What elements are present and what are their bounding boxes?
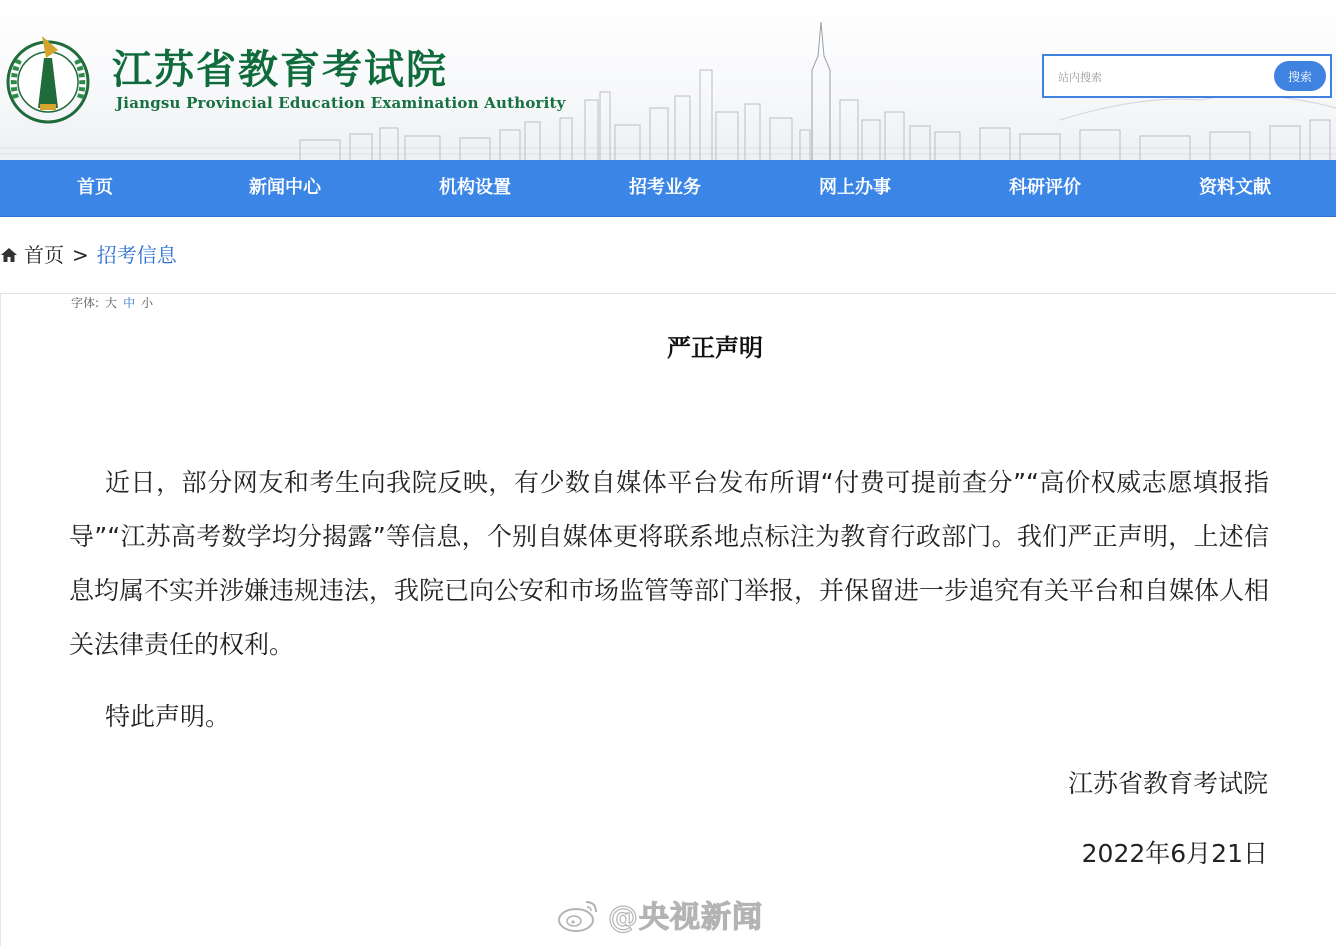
nav-item-online-services[interactable]: 网上办事	[819, 177, 891, 198]
site-title: 江苏省教育考试院	[112, 47, 448, 93]
site-subtitle: Jiangsu Provincial Education Examination Authority	[116, 94, 566, 112]
font-size-small[interactable]: 小	[141, 296, 154, 310]
breadcrumb-current-link[interactable]: 招考信息	[96, 243, 177, 267]
nav-item-organization[interactable]: 机构设置	[439, 177, 511, 198]
search-input[interactable]	[1056, 65, 1270, 89]
font-size-large[interactable]: 大	[105, 296, 118, 310]
nav-item-documents[interactable]: 资料文献	[1199, 177, 1271, 198]
weibo-watermark	[556, 892, 763, 936]
article-panel	[0, 294, 1336, 946]
article-date: 2022年6月21日	[1081, 839, 1268, 868]
institution-emblem-logo	[2, 28, 94, 130]
article-closing: 特此声明。	[105, 702, 231, 731]
font-size-medium[interactable]: 中	[123, 296, 136, 310]
article-body	[69, 456, 1269, 744]
search-button[interactable]: 搜索	[1274, 61, 1326, 91]
site-header	[0, 0, 1336, 160]
home-icon	[0, 246, 18, 264]
weibo-icon	[556, 894, 602, 934]
article-signature: 江苏省教育考试院	[1067, 769, 1268, 798]
nav-item-research[interactable]: 科研评价	[1009, 177, 1081, 198]
breadcrumb	[0, 240, 177, 270]
main-nav	[0, 160, 1336, 217]
watermark-text: @央视新闻	[608, 900, 763, 935]
font-size-label: 字体:	[71, 296, 100, 310]
breadcrumb-home-link[interactable]: 首页	[24, 243, 64, 267]
article-paragraph: 近日，部分网友和考生向我院反映，有少数自媒体平台发布所谓“付费可提前查分”“高价权威志愿填报指导”“江苏高考数学均分揭露”等信息，个别自媒体更将联系地点标注为教育行政部门。我们严正声明，上述信息均属不实并涉嫌违规违法，我院已向公安和市场监管等部门举报，并保留进一步追究有关平台和自媒体人相关法律责任的权利。	[69, 468, 1270, 659]
breadcrumb-separator: >	[72, 243, 89, 267]
nav-item-news[interactable]: 新闻中心	[249, 177, 321, 198]
font-size-selector	[71, 294, 153, 311]
search-box	[1042, 54, 1332, 98]
nav-item-admissions[interactable]: 招考业务	[629, 177, 701, 198]
article-title: 严正声明	[667, 334, 763, 362]
nav-item-home[interactable]: 首页	[77, 177, 113, 198]
